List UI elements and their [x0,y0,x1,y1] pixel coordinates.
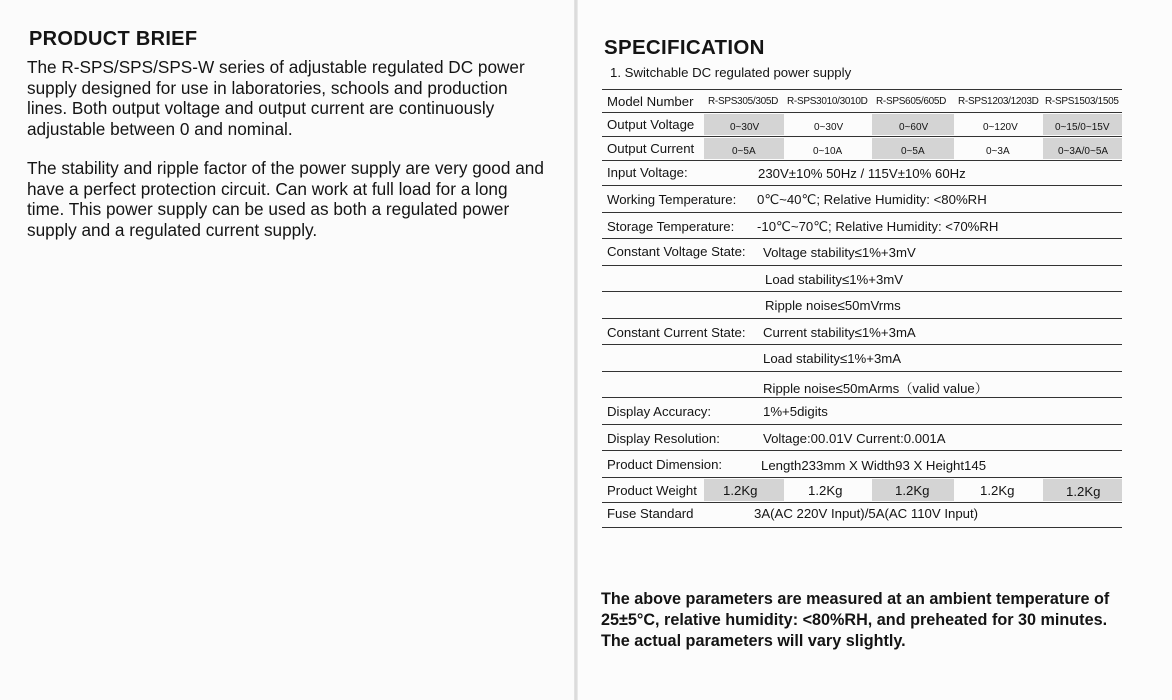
spec-value-voltage-stability: Voltage stability≤1%+3mV [763,245,916,260]
spec-row-constant-current-2 [602,345,1122,372]
model-cell: R-SPS1503/1505 [1045,96,1119,107]
spec-row-working-temperature [602,186,1122,213]
spec-row-fuse-standard [602,503,1122,528]
model-cell: R-SPS3010/3010D [787,96,868,107]
product-weight-value: 1.2Kg [808,482,843,498]
spec-label-display-accuracy: Display Accuracy: [607,404,712,419]
product-weight-value: 1.2Kg [723,482,758,498]
spec-value-current-stability: Current stability≤1%+3mA [763,324,916,340]
spec-value-product-dimension: Length233mm X Width93 X Height145 [761,458,987,473]
left-page [0,0,576,700]
spec-row-output-voltage [602,113,1122,137]
spec-label-working-temperature: Working Temperature: [607,192,737,207]
spec-label-fuse-standard: Fuse Standard [607,505,694,521]
spec-row-display-resolution [602,425,1122,452]
output-voltage-value: 0~120V [983,122,1018,133]
spec-row-storage-temperature [602,213,1122,240]
spec-label-storage-temperature: Storage Temperature: [607,218,735,234]
spec-value-ripple-noise-current: Ripple noise≤50mArms（valid value） [763,380,988,396]
spec-row-product-weight [602,478,1122,503]
spec-label-output-current: Output Current [607,141,695,156]
spec-value-load-stability-current: Load stability≤1%+3mA [763,351,902,366]
spec-row-display-accuracy [602,398,1122,425]
spec-row-output-current [602,137,1122,161]
specification-title: SPECIFICATION [604,36,765,59]
spec-row-constant-voltage-1 [602,239,1122,266]
spec-value-fuse-standard: 3A(AC 220V Input)/5A(AC 110V Input) [754,505,979,521]
product-weight-value: 1.2Kg [895,482,930,498]
output-current-value: 0~3A/0~5A [1058,146,1109,157]
model-cell: R-SPS305/305D [708,96,779,107]
spec-value-storage-temperature: -10℃~70℃; Relative Humidity: <70%RH [757,218,999,234]
spec-row-constant-voltage-2 [602,266,1122,293]
spec-value-load-stability-voltage: Load stability≤1%+3mV [765,271,904,287]
spec-row-constant-voltage-3 [602,292,1122,319]
spec-row-model-number [602,89,1122,113]
product-brief-paragraph-2: The stability and ripple factor of the power supply are very good and have a perfect protection circuit. Can work at full load for a long time. This power supply can be used as both a regulated power supply and a regulated current supply. [27,158,544,240]
model-cell: R-SPS605/605D [876,96,947,107]
spec-value-input-voltage: 230V±10% 50Hz / 115V±10% 60Hz [758,166,966,181]
output-voltage-value: 0~30V [730,122,760,133]
measurement-conditions-note: The above parameters are measured at an ambient temperature of 25±5°C, relative humidity: <80%RH, and preheated for 30 minutes. The actual parameters will vary slightly. [601,590,1110,650]
output-current-value: 0~5A [901,146,925,157]
spec-label-constant-current: Constant Current State: [607,324,746,340]
product-brief-title: PRODUCT BRIEF [29,28,198,50]
spec-label-output-voltage: Output Voltage [607,117,695,132]
spec-label-display-resolution: Display Resolution: [607,430,720,446]
spec-value-ripple-noise-voltage: Ripple noise≤50mVrms [765,298,901,313]
spec-label-product-weight: Product Weight [607,482,697,498]
spec-value-display-accuracy: 1%+5digits [763,404,828,419]
product-weight-value: 1.2Kg [980,482,1015,498]
spec-label-model-number: Model Number [607,94,694,109]
spec-value-display-resolution: Voltage:00.01V Current:0.001A [763,430,946,446]
spec-row-product-dimension [602,451,1122,478]
spec-row-constant-current-1 [602,319,1122,346]
output-current-value: 0~3A [986,146,1010,157]
product-brief-paragraph-1: The R-SPS/SPS/SPS-W series of adjustable regulated DC power supply designed for use in laboratories, schools and production lines. Both output voltage and output current are continuously adjustable between 0 and nominal. [27,57,525,139]
output-current-value: 0~5A [732,146,756,157]
output-voltage-value: 0~15/0~15V [1055,122,1110,133]
model-cell: R-SPS1203/1203D [958,96,1039,107]
output-current-value: 0~10A [813,146,843,157]
spec-row-constant-current-3 [602,372,1122,399]
spec-value-working-temperature: 0℃~40℃; Relative Humidity: <80%RH [757,192,987,207]
specification-table [602,89,1122,528]
output-voltage-value: 0~60V [899,122,929,133]
page-gutter [574,0,578,700]
product-weight-value: 1.2Kg [1066,483,1101,499]
specification-subtitle: 1. Switchable DC regulated power supply [610,65,852,80]
output-voltage-value: 0~30V [814,122,844,133]
spec-label-product-dimension: Product Dimension: [607,457,723,472]
spec-row-input-voltage [602,161,1122,186]
spec-label-input-voltage: Input Voltage: [607,165,688,180]
spec-label-constant-voltage: Constant Voltage State: [607,244,746,259]
